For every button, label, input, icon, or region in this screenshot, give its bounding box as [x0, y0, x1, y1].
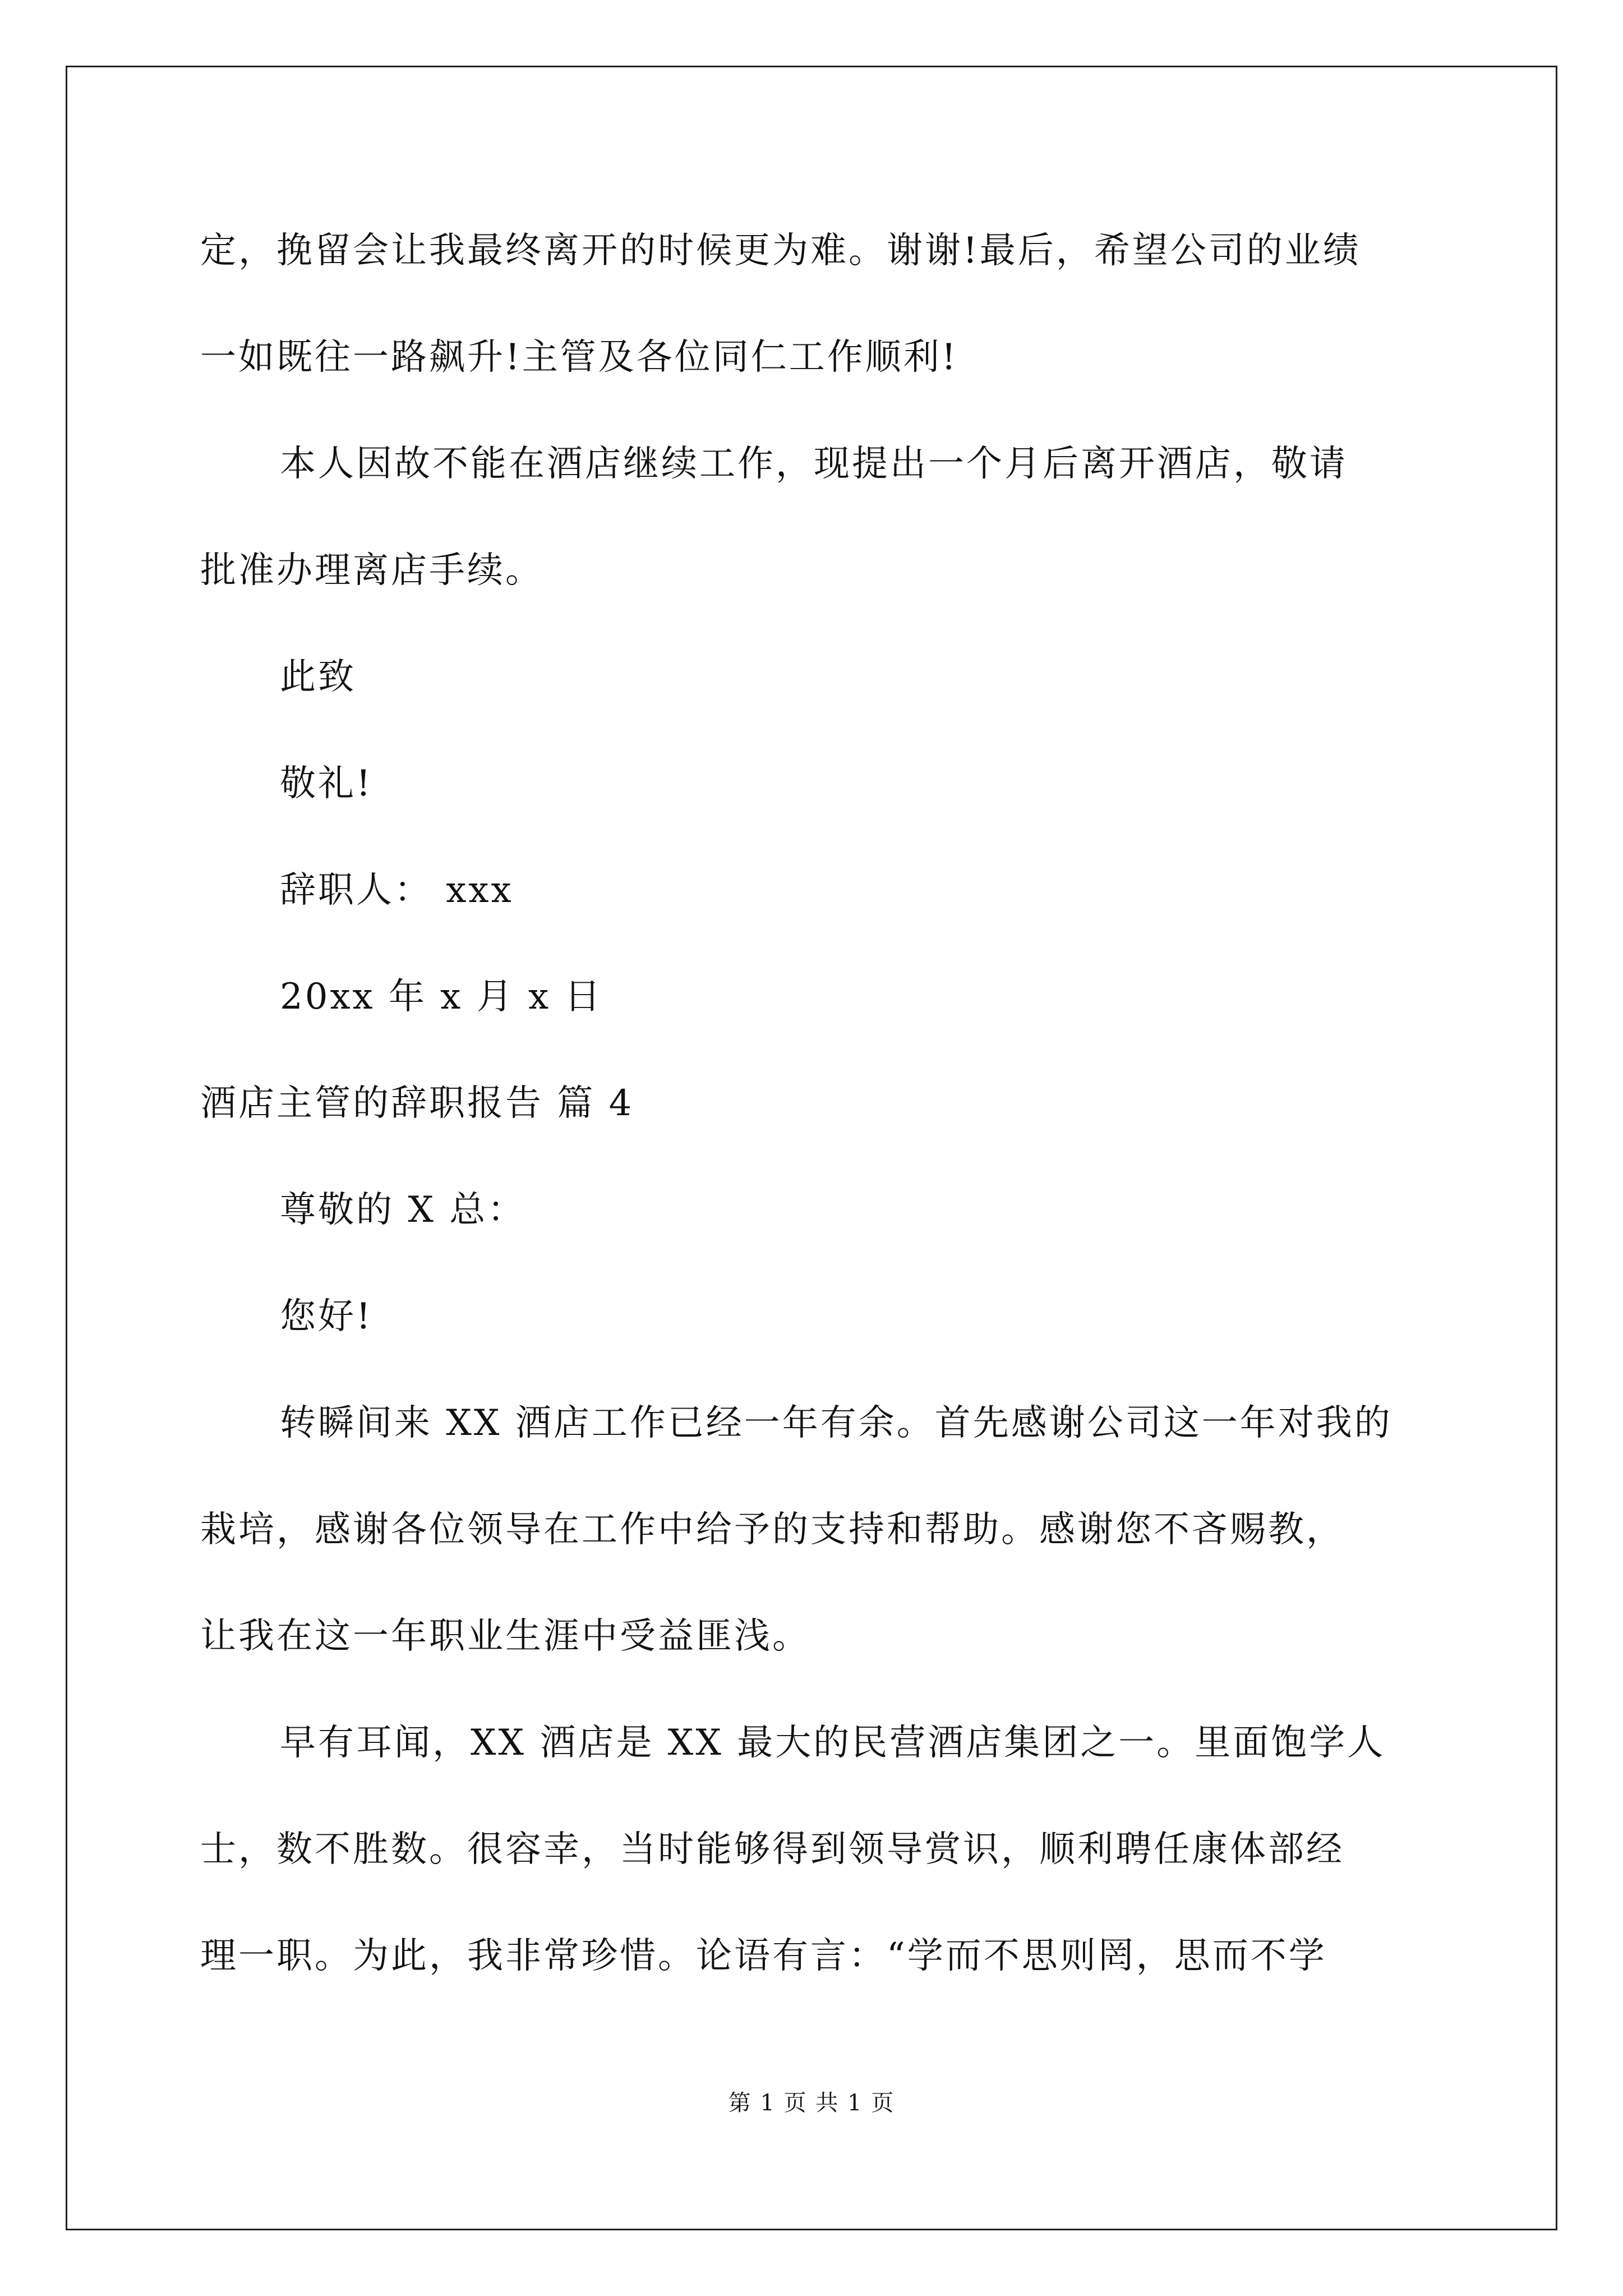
section-title: 酒店主管的辞职报告 篇 4 [200, 1083, 634, 1124]
paragraph-line: 一如既往一路飙升!主管及各位同仁工作顺利! [200, 337, 958, 378]
paragraph-line: 本人因故不能在酒店继续工作，现提出一个月后离开酒店，敬请 [280, 443, 1348, 485]
salutation-closing: 敬礼! [280, 763, 373, 804]
greeting-line: 您好! [280, 1296, 373, 1337]
paragraph-line: 转瞬间来 XX 酒店工作已经一年有余。首先感谢公司这一年对我的 [280, 1402, 1393, 1444]
paragraph-line: 让我在这一年职业生涯中受益匪浅。 [200, 1616, 810, 1657]
paragraph-line: 士，数不胜数。很容幸，当时能够得到领导赏识，顺利聘任康体部经 [200, 1829, 1344, 1870]
paragraph-line: 定，挽留会让我最终离开的时候更为难。谢谢!最后，希望公司的业绩 [200, 230, 1361, 272]
closing-phrase: 此致 [280, 656, 356, 698]
paragraph-line: 批准办理离店手续。 [200, 550, 543, 591]
paragraph-line: 早有耳闻，XX 酒店是 XX 最大的民营酒店集团之一。里面饱学人 [280, 1722, 1386, 1764]
paragraph-line: 栽培，感谢各位领导在工作中给予的支持和帮助。感谢您不吝赐教， [200, 1509, 1344, 1550]
date-line: 20xx 年 x 月 x 日 [280, 976, 603, 1018]
signatory-line: 辞职人： xxx [280, 869, 514, 911]
addressee-line: 尊敬的 X 总： [280, 1189, 526, 1231]
paragraph-line: 理一职。为此，我非常珍惜。论语有言：“学而不思则罔，思而不学 [200, 1935, 1327, 1977]
page-border [66, 66, 1557, 2230]
page-footer: 第 1 页 共 1 页 [728, 2090, 895, 2116]
